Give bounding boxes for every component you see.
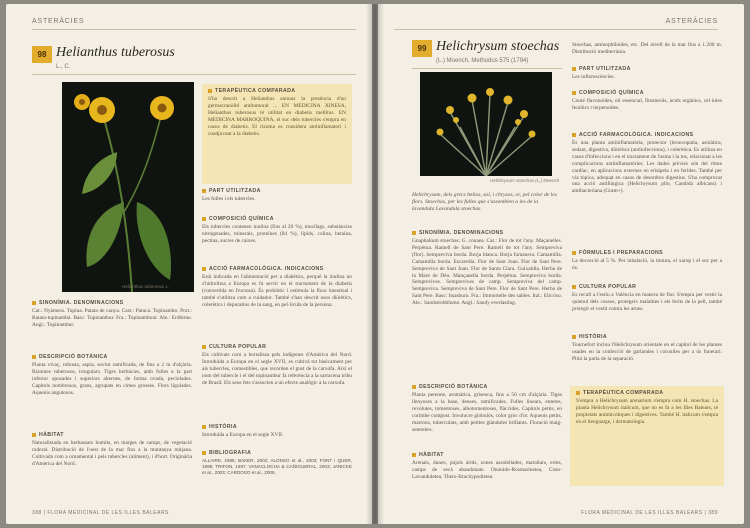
therapeutics-box xyxy=(570,386,724,486)
section-cultura: CULTURA POPULAR Es recull a l'estiu a València en manera de flor. S'empra per vestir la quietud dels cossos, protegeix malalties i els ferits de la pell, també protegir el vestit contra les arnes. xyxy=(572,284,722,312)
species-name: Helichrysum stoechas xyxy=(436,39,560,54)
section-composicio: COMPOSICIÓ QUÍMICA Conté flavonoides, oli essencial, fitosterols, àcids orgànics, cèl·lules fenòlics i terpenoides. xyxy=(572,90,722,111)
flower-2 xyxy=(150,96,174,120)
square-icon xyxy=(208,89,212,93)
section-accio: ACCIÓ FARMACOLÒGICA. INDICACIONS És una planta antiinflamatòria, protector (broncopatia, asmàtica, sedant, digestiva, diürètica (antiinfeccions), i colerètica. Es utilitza en casos d'infeccions i en el tractament de l'asma i la tos, relacionat a les complicacions antiinflamatòries. Les dades prèvies són del ritme cardíac, en aplicacions externes en erisipela i en ferides. També per via tòpica, adequat en casos de desordres digestius. S'ha comprovat una acció antifúngica (Helichrysum pllo, Candida albicans) i antibacteriana (Gram+). xyxy=(572,132,722,195)
species-name: Helianthus tuberosus xyxy=(56,45,175,60)
section-historia: HISTÒRIA Tournefort inclou l'Helichrysum orientale en el capítol de les plantes usades en la confecció de garlandes i coroniles per a ús funerari. Plini la parla de la separació. xyxy=(572,334,722,362)
title-rule xyxy=(32,74,356,75)
header-rule xyxy=(32,29,356,30)
continuation-text: Stoechas, ammophiloides, etc. Del nivell de la mar fins a 1.200 m. Distribució mediterrània. xyxy=(572,42,722,55)
section-heading: TERAPÈUTICA COMPARADA xyxy=(576,390,718,396)
section-sinonimia: SINONÍMIA. DENOMINACIONS Cat.: Nyàmera. Tupina. Patata de canya. Cast.: Pataca. Topinambo. Port.: Batata-tupinambá. Basc: Topinambur. Fra.: Topinambour. Ale.: Erdbirne. Angl.: Topinambur. xyxy=(32,300,192,328)
section-part-utilitzada: PART UTILITZADA Les inflorescències. xyxy=(572,66,631,80)
section-habitat: HÀBITAT Naturalitzada en herbassars humits, en marges de camps, de vegetació ruderal. Distribució de l'oest de la mar fins a la muntanya mitjana. Cultivada com a ornamental i pels tubercles (aliment), i d'hort. Originària d'Amèrica del Nord. xyxy=(32,432,192,467)
plant-photo xyxy=(62,82,194,292)
page-footer: 388 | FLORA MEDICINAL DE LES ILLES BALEARS xyxy=(32,510,169,516)
section-text: S'ha descrit a Helianthus annuus la presència d'un germacranòlid antitumoral ... EN MEDICINA XINESA, Helianthus tuberosus té utilitat en diabetis mellitus. EN MEDICINA MARROQUINA, el suc dels tubercles s'empra en casos de diabetis. El rizoma es considera antiinflamatori i coadjuvant a la diabetis. xyxy=(208,96,346,137)
page-footer: FLORA MEDICINAL DE LES ILLES BALEARS | 389 xyxy=(581,510,718,516)
photo-caption: Helichrysum stoechas (L.) Moench xyxy=(490,178,560,183)
section-part-utilitzada: PART UTILITZADA Les fulles i els tubercles. xyxy=(202,188,261,202)
section-cultura: CULTURA POPULAR Els cultivats com a hortalissa pels indígenes d'Amèrica del Nord. Introduïda a Europa en el segle XVII, es cultivà tot bàsicament per als tubercles, comestibles, que recorden el gust de la carxofa. Així el nom del tubercle i el del topinambur fa referència a la sarracena tribu de Brasil. Els seus fets s'associen a un efecte analògic a la carxofa. xyxy=(202,344,352,386)
species-number: 98 xyxy=(32,46,52,63)
section-formules: FÓRMULES I PREPARACIONS La decocció al 5 %. Per inhalació, la tintura, el xarop i el suc per a ús. xyxy=(572,250,722,271)
section-heading: TERAPÈUTICA COMPARADA xyxy=(208,88,346,94)
section-bibliografia: BIBLIOGRAFIA ALLAIRE, 1985; BAKER, 2002; ALONSO et al., 2003; FONT i QUER, 1999; TRIFON, 1997; VANACLOCHA & CAÑIGUERAL, 2003; JANICKE et al., 2003; CARDOSO et al., 2006. xyxy=(202,450,352,475)
square-icon xyxy=(576,391,580,395)
running-head: ASTERÀCIES xyxy=(32,18,85,25)
species-number: 99 xyxy=(412,40,432,57)
section-accio: ACCIÓ FARMACOLÒGICA. INDICACIONS Està indicada en l'alimentació per a diabètics, perquè la inulina no s'hidrolitza a Europa es fa servir en el tractament de la diabetis (convertida en fructosa). És prebiòtic i estimula la flora intestinal i també s'utilitza com a cuidador. També s'han descrit usos diürètics, colerètics i depuratius de la sang, en pel·lícula de la persona. xyxy=(202,266,352,308)
species-author: L., C. xyxy=(56,64,71,70)
section-habitat: HÀBITAT Arenals, dunes, pujols àrids, zones assolellades, matollars, erms, camps de secà abandonats. Ononido-Rosmarinetea, Cisto-Lavanduletea, Thero-Brachypodietea. xyxy=(412,452,562,480)
etymology-intro: Helichrysum, dels grecs helios, sol, i chrysos, or, pel color de les flors. Stoechas, per les fulles que s'assemblen a les de la lavandula Lavandula stoechas. xyxy=(412,192,557,213)
therapeutics-box xyxy=(202,84,352,184)
header-rule xyxy=(394,29,718,30)
photo-caption: Helianthus tuberosus L. xyxy=(122,284,170,289)
section-descripcio: DESCRIPCIÓ BOTÀNICA Planta perenne, aromàtica, grisenca, fins a 50 cm d'alçària. Tiges llenyoses a la base, denses, ramificades. Fulles linears, enteres, revolutes, tomentoses, albotomentoses, flàccides. Capítols petits, en corimbe compost. Involucre globulós, color groc d'or. Aquenis petits, marrons, tuberculats, amb petites glàndules brillants. Floració maig-setembre. xyxy=(412,384,562,433)
section-descripcio: DESCRIPCIÓ BOTÀNICA Planta vivaç, robusta, aspra, sovint ramificada, de fins a 2 m d'alçària. Rizomes tuberosos, irregulars. Tiges herbàcies, amb fulles a la part inferior oposades i superiors alternes, de forma ovada, peciolades. Capítols nombrosos, grans, agrupats en cimes grosses. Flors lígulades. Aquenis angulosos. xyxy=(32,354,192,396)
plant-photo xyxy=(420,72,552,176)
section-text: S'empra a Helichrysum arenarium s'empra com H. stoechas. La planta Helichrysum italicum, que no es fa a les Illes Balears, té propietats antimicòtiques i digestives. També H. italicum s'empra en el llenguatge, i dermatologia. xyxy=(576,398,718,425)
book-gutter xyxy=(366,4,384,524)
flower-1 xyxy=(89,97,115,123)
species-author: (L.) Moench, Methodus 575 (1794) xyxy=(436,58,529,64)
sunflower-illustration xyxy=(62,82,194,292)
left-page xyxy=(6,4,372,524)
helichrysum-illustration xyxy=(420,72,552,176)
running-head: ASTERÀCIES xyxy=(665,18,718,25)
right-page xyxy=(378,4,744,524)
title-rule xyxy=(412,68,562,69)
section-sinonimia: SINONÍMIA. DENOMINACIONS Gnaphalium stoechas: G. conaea. Cat.: Flor de tot l'any. Maçanelles. Perpètua. Ramell de Sant Pere. Ramell de tot l'any. Sempreviva (flor). Sempreviva borda. Borja blanca. Borja fumanera. Camamilla. Camamilla borda. Escaredia. Flor de Sant Joan. Flor de Sant Pere. Sempreviva de Sant Joan. Flor de Santa Clara. Guixaldia. Herba de la Mare de Déu. Mançanella borda. Perpètua. Sempreviva borda. Semprevives. Semprevives de camp. Sempreviva del camp. Sempreviva. Sempreviva de Sant Pere. Flor de Sant Pere. Herba de Sant Pere. Basc: Itsasburu. Fra.: Immortelle des sables. Ital.: Elicriso. Ale.: Sandstrohblume. Angl.: Sandy everlasting. xyxy=(412,230,562,307)
section-composicio: COMPOSICIÓ QUÍMICA Els tubercles contenen inulina (fins al 20 %), mucílags, substàncies nitrogenades, minerals, proteïnes (84 %), lípids, colina, betaïna, pectina, sucres de caixes. xyxy=(202,216,352,244)
flower-3 xyxy=(74,94,90,110)
section-historia: HISTÒRIA Introduïda a Europa en el segle XVII. xyxy=(202,424,284,438)
